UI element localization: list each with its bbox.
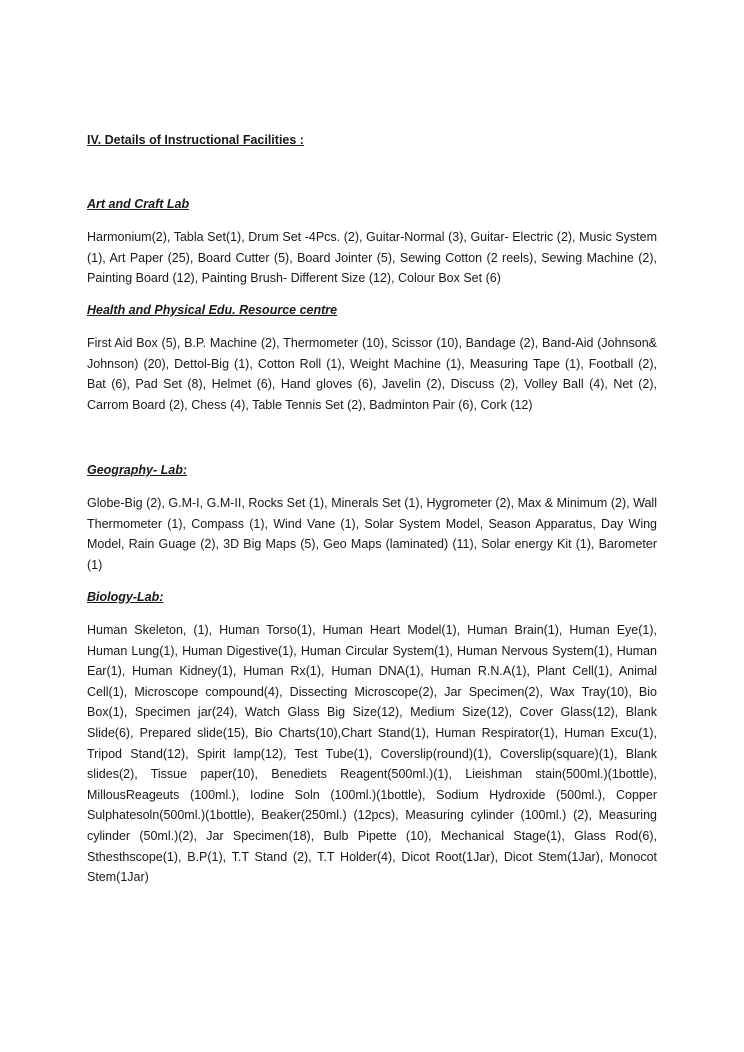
section-heading-biology: Biology-Lab: (87, 590, 164, 604)
section-heading-art-craft: Art and Craft Lab (87, 197, 190, 211)
section-body-health-physical: First Aid Box (5), B.P. Machine (2), Thermometer (10), Scissor (10), Bandage (2), Band-Aid (Johnson& Johnson) (20), Dettol-Big (1), Cotton Roll (1), Weight Machine (1), Measuring Tape (1), Football (2), Bat (6), Pad Set (8), Helmet (6), Hand gloves (6), Javelin (2), Discuss (2), Volley Ball (4), Net (2), Carrom Board (2), Chess (4), Table Tennis Set (2), Badminton Pair (6), Cork (12) (87, 336, 657, 412)
section-body-art-craft: Harmonium(2), Tabla Set(1), Drum Set -4Pcs. (2), Guitar-Normal (3), Guitar- Electric (2), Music System (1), Art Paper (25), Board Cutter (5), Board Jointer (5), Sewing Cotton (2 reels), Sewing Machine (2), Painting Board (12), Painting Brush- Different Size (12), Colour Box Set (6) (87, 230, 657, 286)
section-heading-health-physical: Health and Physical Edu. Resource centre (87, 303, 338, 317)
main-heading: IV. Details of Instructional Facilities : (87, 133, 304, 147)
section-body-geography: Globe-Big (2), G.M-I, G.M-II, Rocks Set (1), Minerals Set (1), Hygrometer (2), Max & Minimum (2), Wall Thermometer (1), Compass (1), Wind Vane (1), Solar System Model, Season Apparatus, Day Wing Model, Rain Guage (2), 3D Big Maps (5), Geo Maps (laminated) (11), Solar energy Kit (1), Barometer (1) (87, 496, 657, 572)
section-heading-geography: Geography- Lab: (87, 463, 188, 477)
section-body-biology: Human Skeleton, (1), Human Torso(1), Human Heart Model(1), Human Brain(1), Human Eye(1), Human Lung(1), Human Digestive(1), Human Circular System(1), Human Nervous System(1), Human Ear(1), Human Kidney(1), Human Rx(1), Human DNA(1), Human R.N.A(1), Plant Cell(1), Animal Cell(1), Microscope compound(4), Dissecting Microscope(2), Jar Specimen(2), Wax Tray(10), Bio Box(1), Specimen jar(24), Watch Glass Big Size(12), Medium Size(12), Cover Glass(12), Blank Slide(6), Prepared slide(15), Bio Charts(10),Chart Stand(1), Human Respirator(1), Human Excu(1), Tripod Stand(12), Spirit lamp(12), Test Tube(1), Coverslip(round)(1), Coverslip(square)(1), Blank slides(2), Tissue paper(10), Benediets Reagent(500ml.)(1), Lieishman stain(500ml.)(1bottle), MillousReageuts (100ml.), Iodine Soln (100ml.)(1bottle), Sodium Hydroxide (500ml.), Copper Sulphatesoln(500ml.)(1bottle), Beaker(250ml.) (12pcs), Measuring cylinder (100ml.) (2), Measuring cylinder (50ml.)(2), Jar Specimen(18), Bulb Pipette (10), Mechanical Stage(1), Glass Rod(6), Sthesthscope(1), B.P(1), T.T Stand (2), T.T Holder(4), Dicot Root(1Jar), Dicot Stem(1Jar), Monocot Stem(1Jar) (87, 623, 657, 885)
